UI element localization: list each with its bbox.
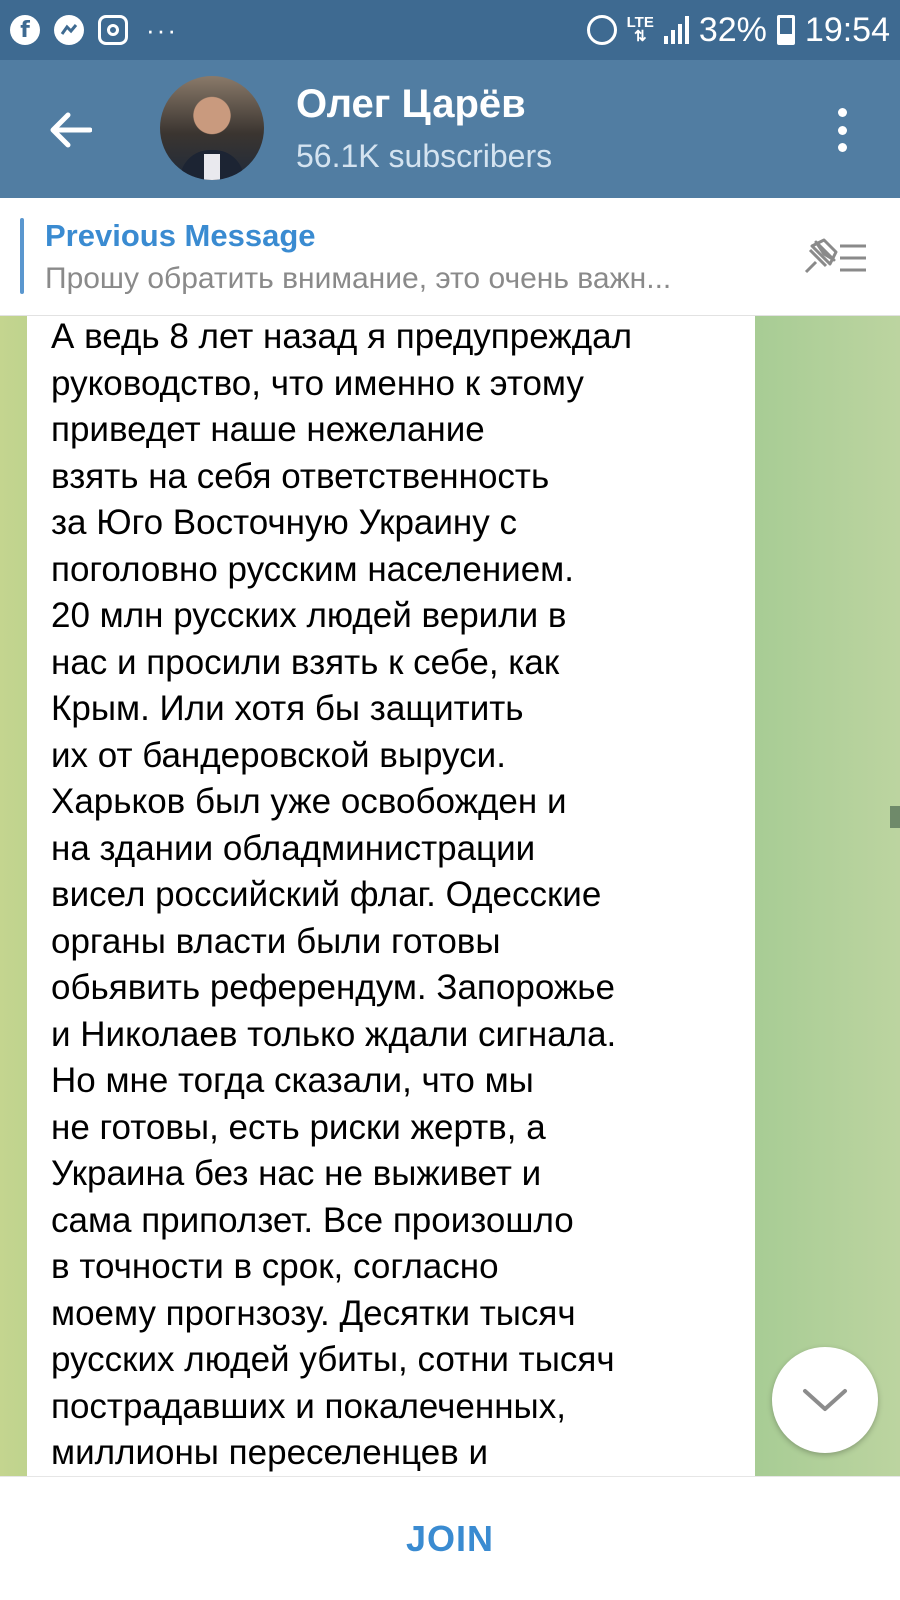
avatar-collar [204,154,220,180]
pinned-preview: Прошу обратить внимание, это очень важн... [45,262,672,295]
channel-title[interactable]: Олег Царёв [296,82,526,126]
more-menu-button[interactable] [822,102,862,158]
menu-dot-icon [838,143,847,152]
channel-avatar[interactable] [160,76,264,180]
battery-percent: 32% [698,10,767,49]
chevron-down-icon [801,1385,849,1415]
messenger-icon [54,15,84,45]
clock: 19:54 [804,10,890,49]
menu-dot-icon [838,108,847,117]
back-arrow-icon [48,112,92,148]
channel-header [0,60,900,198]
instagram-icon [98,15,128,45]
subscriber-count: 56.1K subscribers [296,138,553,174]
join-button[interactable]: JOIN [405,1517,495,1559]
battery-icon [777,15,795,45]
menu-dot-icon [838,126,847,135]
back-button[interactable] [40,100,100,160]
message-bubble[interactable] [27,316,755,1476]
pinned-label: Previous Message [45,218,316,253]
pinned-indicator [20,218,24,294]
signal-icon [664,16,689,44]
pinned-message-bar[interactable] [0,198,900,316]
scroll-down-button[interactable] [772,1347,878,1453]
message-text: А ведь 8 лет назад я предупреждал руководство, что именно к этому приведет наше нежелание взять на себя ответственность за Юго Восточную Украину с поголовно русским населением. 20 млн русских людей верили в нас и просили взять к себе, как Крым. Или хотя бы защитить их от бандеровской выруси. Харьков был уже освобожден и на здании обладминистрации висел российский флаг. Одесские органы власти были готовы обьявить референдум. Запорожье и Николаев только ждали сигнала. Но мне тогда сказали, что мы не готовы, есть риски жертв, а Украина без нас не выживет и сама приползет. Все произошло в точности в срок, согласно моему прогнзозу. Десятки тысяч русских людей убиты, сотни тысяч пострадавших и покалеченных, миллионы переселенцев и [51,317,633,1472]
scrollbar-handle[interactable] [890,806,900,828]
alarm-icon [587,15,617,45]
status-left-icons [10,15,178,46]
status-right-icons [587,11,890,50]
more-dots-icon: ··· [146,14,178,45]
facebook-icon: f [10,15,40,45]
pin-list-icon[interactable] [800,232,870,282]
bottom-bar [0,1476,900,1600]
chat-background [0,316,900,1476]
status-bar [0,0,900,60]
lte-icon: LTE ⇅ [626,14,654,45]
